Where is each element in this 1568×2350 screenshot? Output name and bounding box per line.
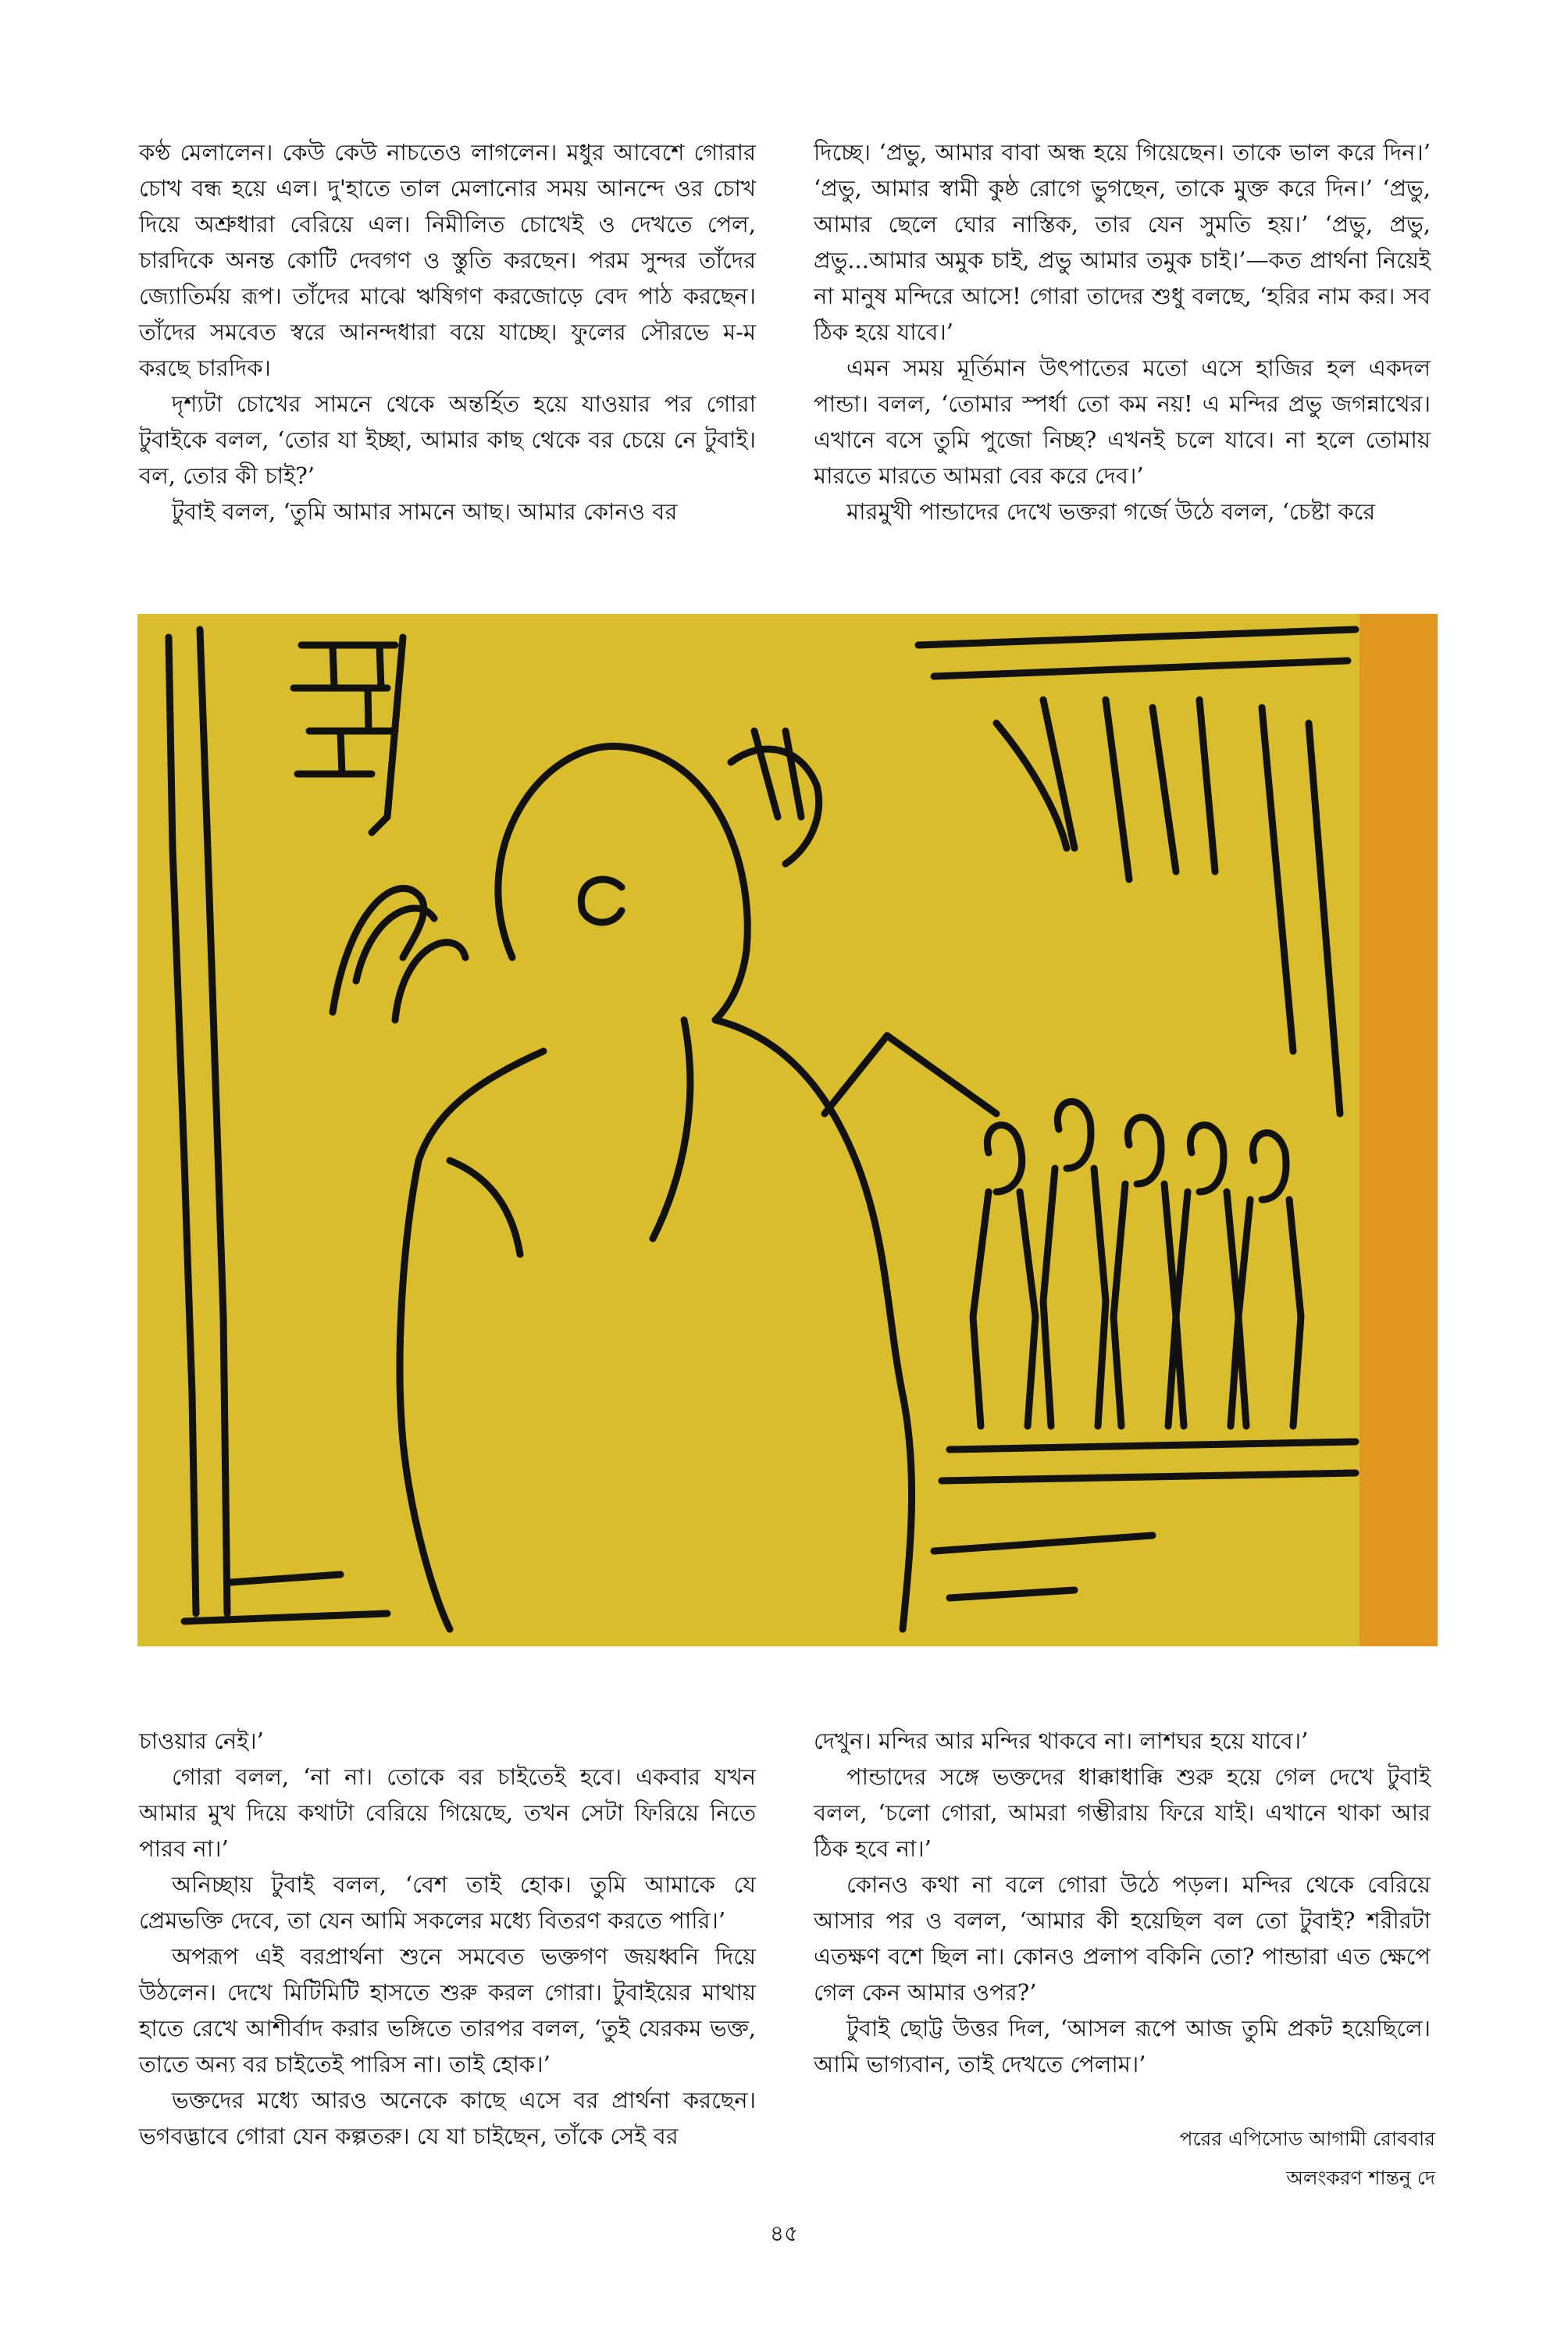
paragraph: গোরা বলল, ‘না না। তোকে বর চাইতেই হবে। একবার যখন আমার মুখ দিয়ে কথাটা বেরিয়ে গিয়েছে, তখন সেটা ফিরিয়ে নিতে পারব না।’ [139, 1763, 756, 1862]
paragraph: কণ্ঠ মেলালেন। কেউ কেউ নাচতেও লাগলেন। মধুর আবেশে গোরার চোখ বন্ধ হয়ে এল। দু'হাতে তাল মেলানোর সময় আনন্দে ওর চোখ দিয়ে অশ্রুধারা বেরিয়ে এল। নিমীলিত চোখেই ও দেখতে পেল, চারদিকে অনন্ত কোটি দেবগণ ও স্তুতি করছেন। পরম সুন্দর তাঁদের জ্যোতির্ময় রূপ। তাঁদের মাঝে ঋষিগণ করজোড়ে বেদ পাঠ করছেন। তাঁদের সমবেত স্বরে আনন্দধারা বয়ে যাচ্ছে। ফুলের সৌরভে ম-ম করছে চারদিক। [139, 139, 756, 381]
next-episode-note: পরের এপিসোড আগামী রোববার [1179, 2127, 1435, 2150]
illustration-credit: অলংকরণ শান্তনু দে [1286, 2166, 1435, 2189]
paragraph: টুবাই বলল, ‘তুমি আমার সামনে আছ। আমার কোনও বর [172, 498, 678, 525]
story-illustration [137, 614, 1438, 1646]
text-column-bottom-left [139, 1723, 756, 2154]
text-column-bottom-right [814, 1723, 1431, 2082]
paragraph: দেখুন। মন্দির আর মন্দির থাকবে না। লাশঘর হয়ে যাবে।’ [814, 1728, 1309, 1754]
paragraph: কোনও কথা না বলে গোরা উঠে পড়ল। মন্দির থেকে বেরিয়ে আসার পর ও বলল, ‘আমার কী হয়েছিল বল তো টুবাই? শরীরটা এতক্ষণ বশে ছিল না। কোনও প্রলাপ বকিনি তো? পান্ডারা এত ক্ষেপে গেল কেন আমার ওপর?’ [814, 1871, 1431, 2006]
paragraph: মারমুখী পান্ডাদের দেখে ভক্তরা গর্জে উঠে বলল, ‘চেষ্টা করে [846, 498, 1376, 525]
paragraph: পান্ডাদের সঙ্গে ভক্তদের ধাক্কাধাক্কি শুরু হয়ে গেল দেখে টুবাই বলল, ‘চলো গোরা, আমরা গম্ভীরায় ফিরে যাই। এখানে থাকা আর ঠিক হবে না।’ [814, 1763, 1431, 1862]
paragraph: এমন সময় মূর্তিমান উৎপাতের মতো এসে হাজির হল একদল পান্ডা। বলল, ‘তোমার স্পর্ধা তো কম নয়! এ মন্দির প্রভু জগন্নাথের। এখানে বসে তুমি পুজো নিচ্ছ? এখনই চলে যাবে। না হলে তোমায় মারতে মারতে আমরা বের করে দেব।’ [814, 355, 1431, 489]
paragraph: টুবাই ছোট্ট উত্তর দিল, ‘আসল রূপে আজ তুমি প্রকট হয়েছিলে। আমি ভাগ্যবান, তাই দেখতে পেলাম।’ [814, 2015, 1431, 2077]
page-number: ৪৫ [769, 2220, 799, 2246]
paragraph: ভক্তদের মধ্যে আরও অনেকে কাছে এসে বর প্রার্থনা করছেন। ভগবদ্ভাবে গোরা যেন কল্পতরু। যে যা চাইছেন, তাঁকে সেই বর [139, 2087, 756, 2149]
paragraph: দিচ্ছে। ‘প্রভু, আমার বাবা অন্ধ হয়ে গিয়েছেন। তাকে ভাল করে দিন।’ ‘প্রভু, আমার স্বামী কুষ্ঠ রোগে ভুগছেন, তাকে মুক্ত করে দিন।’ ‘প্রভু, আমার ছেলে ঘোর নাস্তিক, তার যেন সুমতি হয়।’ ‘প্রভু, প্রভু, প্রভু...আমার অমুক চাই, প্রভু আমার তমুক চাই।’—কত প্রার্থনা নিয়েই না মানুষ মন্দিরে আসে! গোরা তাদের শুধু বলছে, ‘হরির নাম কর। সব ঠিক হয়ে যাবে।’ [814, 139, 1431, 345]
text-column-top-left [139, 134, 756, 530]
paragraph: চাওয়ার নেই।’ [139, 1728, 264, 1754]
paragraph: অপরূপ এই বরপ্রার্থনা শুনে সমবেত ভক্তগণ জয়ধ্বনি দিয়ে উঠলেন। দেখে মিটিমিটি হাসতে শুরু করল গোরা। টুবাইয়ের মাথায় হাতে রেখে আশীর্বাদ করার ভঙ্গিতে তারপর বলল, ‘তুই যেরকম ভক্ত, তাতে অন্য বর চাইতেই পারিস না। তাই হোক।’ [139, 1943, 756, 2077]
paragraph: দৃশ্যটা চোখের সামনে থেকে অন্তর্হিত হয়ে যাওয়ার পর গোরা টুবাইকে বলল, ‘তোর যা ইচ্ছা, আমার কাছ থেকে বর চেয়ে নে টুবাই। বল, তোর কী চাই?’ [139, 390, 756, 489]
text-column-top-right [814, 134, 1431, 530]
paragraph: অনিচ্ছায় টুবাই বলল, ‘বেশ তাই হোক। তুমি আমাকে যে প্রেমভক্তি দেবে, তা যেন আমি সকলের মধ্যে বিতরণ করতে পারি।’ [139, 1871, 756, 1934]
